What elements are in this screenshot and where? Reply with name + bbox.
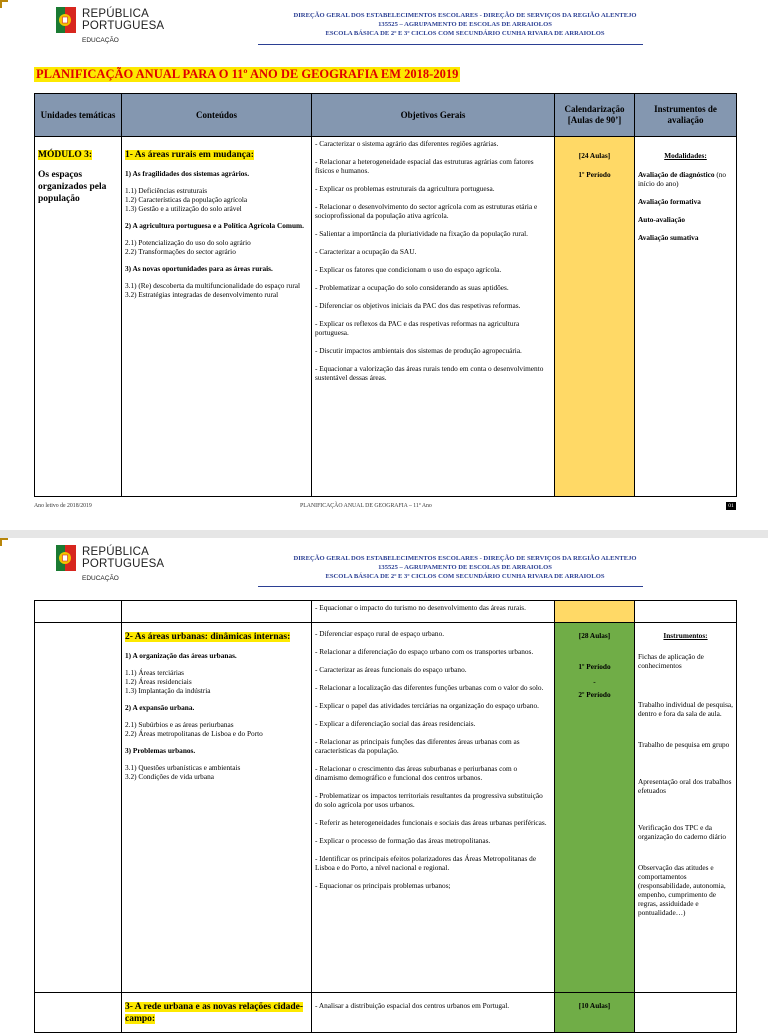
content-subitem: 3.2) Condições de vida urbana (125, 772, 214, 781)
content-subitems (125, 668, 308, 695)
header-line-1: DIREÇÃO GERAL DOS ESTABELECIMENTOS ESCOLARES - DIREÇÃO DE SERVIÇOS DA REGIÃO ALENTEJO (293, 555, 637, 562)
logo-text-line1: REPÚBLICA (82, 8, 149, 20)
content-subitem: 1.1) Áreas terciárias (125, 668, 184, 677)
objective-item: - Diferenciar espaço rural de espaço urbano. (315, 629, 445, 638)
objective-item: - Equacionar a valorização das áreas rurais tendo em conta o desenvolvimento sustentável dessas áreas. (315, 364, 544, 382)
content-subitems (125, 186, 308, 213)
objective-item: - Diferenciar os objetivos iniciais da PAC dos das respetivas reformas. (315, 301, 521, 310)
table-row (35, 623, 737, 993)
term-label: 2º Período (578, 690, 611, 699)
col-aulas-label: [Aulas de 90’] (567, 115, 622, 125)
content-subitems (125, 763, 308, 781)
content-item: 3) Problemas urbanos. (125, 746, 196, 755)
term-label: 1º Período (578, 170, 611, 179)
term-label: 1º Período (578, 662, 611, 671)
page-title: PLANIFICAÇÃO ANUAL PARA O 11º ANO DE GEOGRAFIA EM 2018-2019 (36, 67, 459, 81)
assessment-mode (638, 170, 733, 188)
header-line-2: 135525 – AGRUPAMENTO DE ESCOLAS DE ARRAIOLOS (378, 564, 552, 572)
assessment-cell (635, 137, 737, 497)
republica-portuguesa-logo (56, 544, 166, 586)
objective-item: - Caracterizar a ocupação da SAU. (315, 247, 417, 256)
content-cell (122, 993, 312, 1033)
lesson-count: [10 Aulas] (578, 1001, 611, 1010)
objective-item: - Relacionar a diferenciação do espaço urbano com os transportes urbanos. (315, 647, 534, 656)
assessment-mode-label: Avaliação de diagnóstico (638, 170, 715, 179)
objective-item: - Relacionar a heterogeneidade espacial das estruturas agrárias com fatores físicos e humanos. (315, 157, 534, 175)
objective-item: - Explicar os reflexos da PAC e das respetivas reformas na agricultura portuguesa. (315, 319, 520, 337)
table-header-row (35, 94, 737, 137)
logo-subtext: EDUCAÇÃO (82, 575, 119, 582)
content-item: 2) A agricultura portuguesa e a Política Agrícola Comum. (125, 221, 304, 230)
logo-text-line2: PORTUGUESA (82, 20, 165, 32)
objective-item: - Relacionar as principais funções das diferentes áreas urbanas com as características da população. (315, 737, 520, 755)
theme-title: 1- As áreas rurais em mudança: (125, 150, 254, 160)
objective-item: - Identificar os principais efeitos polarizadores das Áreas Metropolitanas de Lisboa e do Porto, a nível nacional e regional. (315, 854, 537, 872)
content-subitem: 3.1) (Re) descoberta da multifuncionalidade do espaço rural (125, 281, 301, 290)
page-2 (0, 538, 768, 1024)
objective-item: - Relacionar a localização das diferentes funções urbanas com o valor do solo. (315, 683, 544, 692)
content-subitem: 2.2) Áreas metropolitanas de Lisboa e do Porto (125, 729, 263, 738)
content-item: 2) A expansão urbana. (125, 703, 195, 712)
unit-cell (35, 601, 122, 623)
logo-subtext: EDUCAÇÃO (82, 37, 119, 44)
col-calendarizacao-label: Calendarização (564, 104, 625, 114)
objective-item: - Relacionar o desenvolvimento do sector agrícola com as estruturas etária e socioprofissional da população ativa agrícola. (315, 202, 538, 220)
content-subitem: 3.1) Questões urbanísticas e ambientais (125, 763, 241, 772)
assessment-cell (635, 601, 737, 623)
objectives-cell (312, 623, 555, 993)
objective-item: - Explicar a diferenciação social das áreas residenciais. (315, 719, 476, 728)
objective-item: - Explicar os problemas estruturais da agricultura portuguesa. (315, 184, 495, 193)
header-divider (258, 586, 643, 587)
assessment-instrument: Trabalho individual de pesquisa, dentro e fora da sala de aula. (638, 700, 733, 718)
footer-year: Ano letivo de 2018/2019 (34, 503, 92, 509)
term-separator: - (593, 677, 596, 686)
objective-item: - Relacionar o crescimento das áreas suburbanas e periurbanas com o dinamismo demográfico e funcional dos centros urbanos. (315, 764, 518, 782)
content-subitem: 2.1) Potencialização do uso do solo agrário (125, 238, 251, 247)
col-conteudos: Conteúdos (122, 94, 312, 137)
content-item: 1) A organização das áreas urbanas. (125, 651, 237, 660)
objectives-cell (312, 993, 555, 1033)
instrumentos-title: Instrumentos: (663, 631, 708, 640)
content-subitem: 1.2) Áreas residenciais (125, 677, 192, 686)
content-subitems (125, 720, 308, 738)
schedule-cell (555, 137, 635, 497)
content-cell (122, 137, 312, 497)
footer-title: PLANIFICAÇÃO ANUAL DE GEOGRAFIA – 11º Ano (300, 503, 432, 509)
col-calendarizacao (555, 94, 635, 137)
objective-item: - Explicar o papel das atividades terciárias na organização do espaço urbano. (315, 701, 539, 710)
page-separator (0, 530, 768, 538)
logo-text-line2: PORTUGUESA (82, 558, 165, 570)
assessment-cell (635, 623, 737, 993)
header-divider (258, 44, 643, 45)
table-row (35, 993, 737, 1033)
col-instrumentos: Instrumentos de avaliação (635, 94, 737, 137)
republica-portuguesa-logo (56, 6, 166, 48)
unit-cell (35, 993, 122, 1033)
objective-item: - Analisar a distribuição espacial dos centros urbanos em Portugal. (315, 1001, 510, 1010)
assessment-instrument: Observação das atitudes e comportamentos (responsabilidade, autonomia, empenho, cumprimento de regras, assiduidade e pontualidade…) (638, 863, 726, 917)
content-subitems (125, 238, 308, 256)
objectives-cell: - Equacionar o impacto do turismo no desenvolvimento das áreas rurais. (312, 601, 555, 623)
school-header (230, 11, 700, 39)
module-label: MÓDULO 3: (38, 150, 93, 160)
content-subitem: 1.2) Características da população agrícola (125, 195, 248, 204)
assessment-mode-note: (no início do ano) (638, 170, 727, 188)
page-corner-mark (0, 0, 8, 8)
objective-item: - Salientar a importância da pluriatividade na fixação da população rural. (315, 229, 528, 238)
objective-item: - Caracterizar o sistema agrário das diferentes regiões agrárias. (315, 139, 499, 148)
content-subitem: 2.1) Subúrbios e as áreas periurbanas (125, 720, 234, 729)
content-subitem: 3.2) Estratégias integradas de desenvolvimento rural (125, 290, 279, 299)
school-header (230, 554, 700, 582)
col-unidades: Unidades temáticas (35, 94, 122, 137)
lesson-count: [24 Aulas] (578, 151, 611, 160)
schedule-cell (555, 993, 635, 1033)
content-subitem: 1.1) Deficiências estruturais (125, 186, 208, 195)
assessment-cell (635, 993, 737, 1033)
assessment-mode: Avaliação sumativa (638, 233, 699, 242)
objective-item: - Explicar o processo de formação das áreas metropolitanas. (315, 836, 491, 845)
header-line-3: ESCOLA BÁSICA DE 2º E 3º CICLOS COM SECUNDÁRIO CUNHA RIVARA DE ARRAIOLOS (325, 573, 605, 581)
objective-item: - Explicar os fatores que condicionam o uso do espaço agrícola. (315, 265, 502, 274)
assessment-instrument: Trabalho de pesquisa em grupo (638, 740, 730, 749)
modalidades-title: Modalidades: (664, 151, 707, 160)
objectives-cell (312, 137, 555, 497)
objective-item: - Discutir impactos ambientais dos sistemas de produção agropecuária. (315, 346, 522, 355)
planning-table-page2 (34, 600, 737, 1033)
page-number: 01 (726, 502, 736, 510)
logo-text-line1: REPÚBLICA (82, 546, 149, 558)
content-subitem: 1.3) Implantação da indústria (125, 686, 211, 695)
coat-of-arms-icon (56, 7, 76, 33)
content-subitem: 1.3) Gestão e a utilização do solo arável (125, 204, 242, 213)
assessment-mode: Auto-avaliação (638, 215, 686, 224)
header-line-1: DIREÇÃO GERAL DOS ESTABELECIMENTOS ESCOLARES - DIREÇÃO DE SERVIÇOS DA REGIÃO ALENTEJO (293, 12, 637, 19)
assessment-mode: Avaliação formativa (638, 197, 701, 206)
assessment-instrument: Verificação dos TPC e da organização do caderno diário (638, 823, 726, 841)
content-cell (122, 623, 312, 993)
content-subitems (125, 281, 308, 299)
header-line-3: ESCOLA BÁSICA DE 2º E 3º CICLOS COM SECUNDÁRIO CUNHA RIVARA DE ARRAIOLOS (325, 30, 605, 38)
schedule-cell (555, 623, 635, 993)
content-item: 1) As fragilidades dos sistemas agrários. (125, 169, 250, 178)
table-row (35, 601, 737, 623)
col-objetivos: Objetivos Gerais (312, 94, 555, 137)
coat-of-arms-icon (56, 545, 76, 571)
schedule-cell (555, 601, 635, 623)
assessment-instrument: Fichas de aplicação de conhecimentos (638, 652, 704, 670)
objective-item: - Problematizar os impactos territoriais resultantes da progressiva substituição do solo agrícola por usos urbanos. (315, 791, 543, 809)
page-corner-mark (0, 538, 8, 546)
content-cell (122, 601, 312, 623)
table-row (35, 137, 737, 497)
lesson-count: [28 Aulas] (578, 631, 611, 640)
objective-item: - Problematizar a ocupação do solo considerando as suas aptidões. (315, 283, 509, 292)
content-item: 3) As novas oportunidades para as áreas rurais. (125, 264, 273, 273)
theme-title: 2- As áreas urbanas: dinâmicas internas: (125, 632, 291, 642)
objective-item: - Equacionar os principais problemas urbanos; (315, 881, 451, 890)
assessment-instrument: Apresentação oral dos trabalhos efetuados (638, 777, 732, 795)
objective-item: - Caracterizar as áreas funcionais do espaço urbano. (315, 665, 467, 674)
planning-table-page1 (34, 93, 737, 497)
theme-title: 3- A rede urbana e as novas relações cidade-campo: (125, 1002, 304, 1024)
module-name: Os espaços organizados pela população (38, 170, 107, 204)
unit-cell (35, 137, 122, 497)
content-subitem: 2.2) Transformações do sector agrário (125, 247, 236, 256)
header-line-2: 135525 – AGRUPAMENTO DE ESCOLAS DE ARRAIOLOS (378, 21, 552, 29)
objective-item: - Referir as heterogeneidades funcionais e sociais das áreas urbanas periféricas. (315, 818, 547, 827)
unit-cell (35, 623, 122, 993)
